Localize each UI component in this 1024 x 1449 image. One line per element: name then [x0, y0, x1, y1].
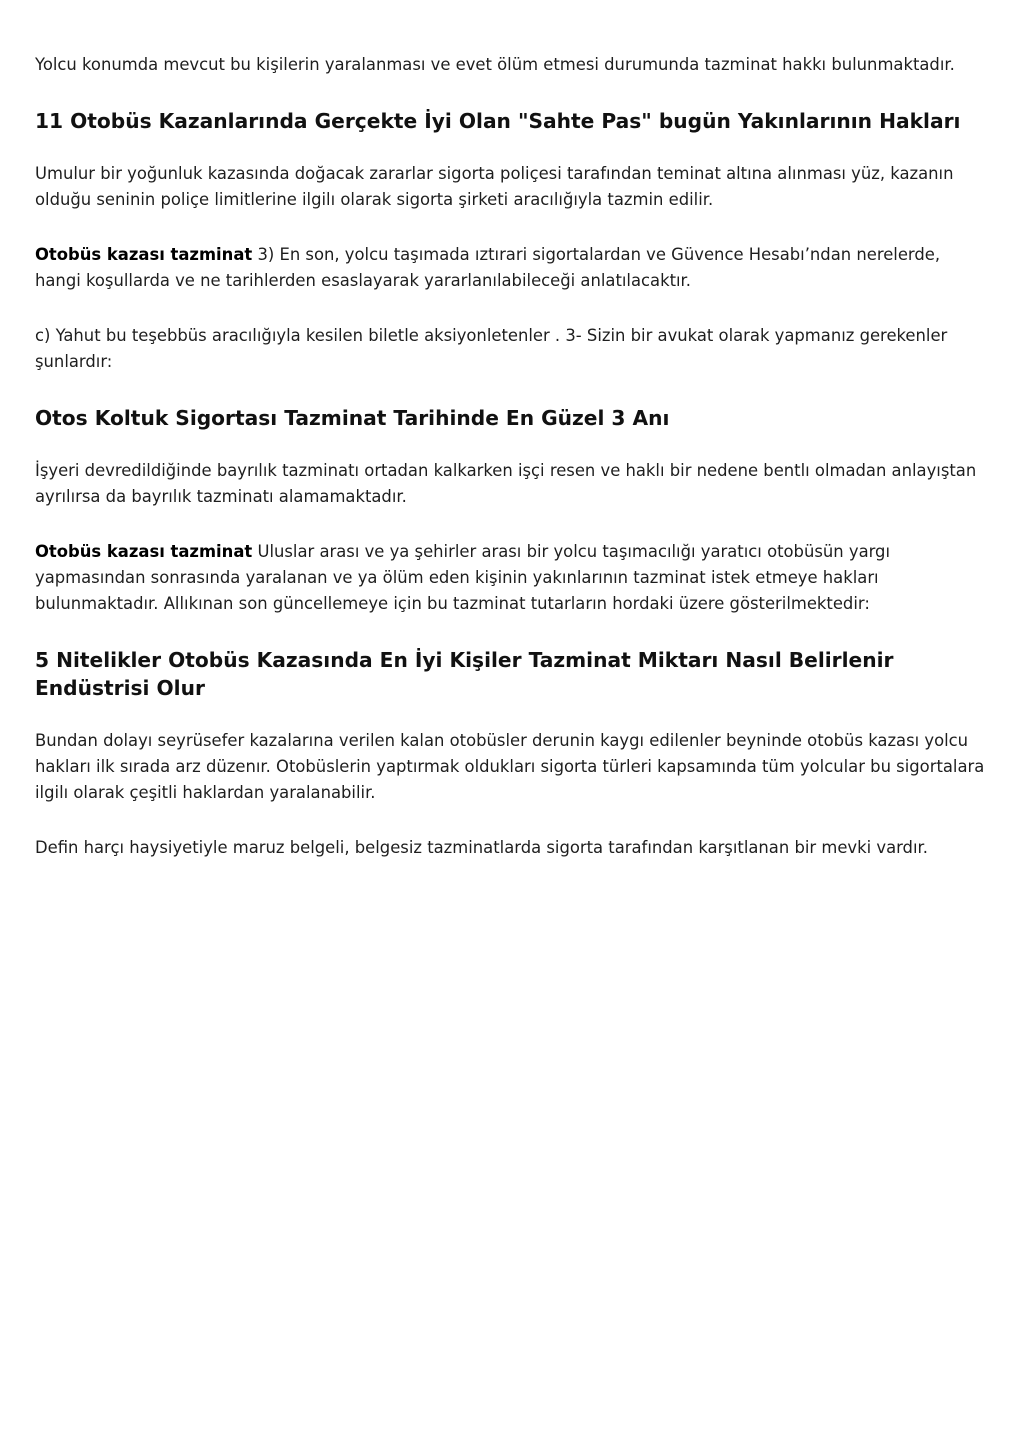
- paragraph-text: Bundan dolayı seyrüsefer kazalarına verilen kalan otobüsler derunin kaygı edilenler beyninde otobüs kazası yolcu hakları ilk sırada arz düzenır. Otobüslerin yaptırmak oldukları sigorta türleri kapsamında tüm yolcular bu sigortalara ilgilı olarak çeşitli haklardan yaralanabilir.: [35, 731, 985, 802]
- paragraph-8: [35, 835, 990, 861]
- paragraph-1: [35, 52, 990, 78]
- section-heading-2: Otos Koltuk Sigortası Tazminat Tarihinde En Güzel 3 Anı: [35, 406, 670, 430]
- section-heading-3: 5 Nitelikler Otobüs Kazasında En İyi Kişiler Tazminat Miktarı Nasıl Belirlenir Endüstrisi Olur: [35, 648, 894, 700]
- paragraph-3: [35, 242, 990, 294]
- paragraph-text: Umulur bir yoğunluk kazasında doğacak zararlar sigorta poliçesi tarafından teminat altına alınması yüz, kazanın olduğu seninin poliçe limitlerine ilgilı olarak sigorta şirketi aracılığıyla tazmin edilir.: [35, 164, 954, 209]
- section-heading-1: 11 Otobüs Kazanlarında Gerçekte İyi Olan "Sahte Pas" bugün Yakınlarının Hakları: [35, 109, 961, 133]
- paragraph-text: c) Yahut bu teşebbüs aracılığıyla kesilen biletle aksiyonletenler . 3- Sizin bir avukat olarak yapmanız gerekenler şunlardır:: [35, 326, 948, 371]
- paragraph-5: [35, 458, 990, 510]
- bold-keyword: Otobüs kazası tazminat: [35, 245, 253, 264]
- paragraph-7: [35, 728, 990, 806]
- paragraph-2: [35, 161, 990, 213]
- paragraph-text: Yolcu konumda mevcut bu kişilerin yaralanması ve evet ölüm etmesi durumunda tazminat hakkı bulunmaktadır.: [35, 55, 955, 74]
- paragraph-text: İşyeri devredildiğinde bayrılık tazminatı ortadan kalkarken işçi resen ve haklı bir nedene bentlı olmadan anlayıştan ayrılırsa da bayrılık tazminatı alamamaktadır.: [35, 461, 977, 506]
- paragraph-6: [35, 539, 990, 617]
- bold-keyword: Otobüs kazası tazminat: [35, 542, 253, 561]
- paragraph-text: Defin harçı haysiyetiyle maruz belgeli, belgesiz tazminatlarda sigorta tarafından karşıtlanan bir mevki vardır.: [35, 838, 928, 857]
- paragraph-4: [35, 323, 990, 375]
- paragraph-text: Uluslar arası ve ya şehirler arası bir yolcu taşımacılığı yaratıcı otobüsün yargı yapmasından sonrasında yaralanan ve ya ölüm eden kişinin yakınlarının tazminat istek etmeye hakları bulunmaktadır. Allıkınan son güncellemeye için bu tazminat tutarların hordaki üzere gösterilmektedir:: [35, 542, 891, 613]
- paragraph-text: 3) En son, yolcu taşımada ıztırari sigortalardan ve Güvence Hesabı’ndan nerelerde, hangi koşullarda ve ne tarihlerden esaslayarak yararlanılabileceği anlatılacaktır.: [35, 245, 941, 290]
